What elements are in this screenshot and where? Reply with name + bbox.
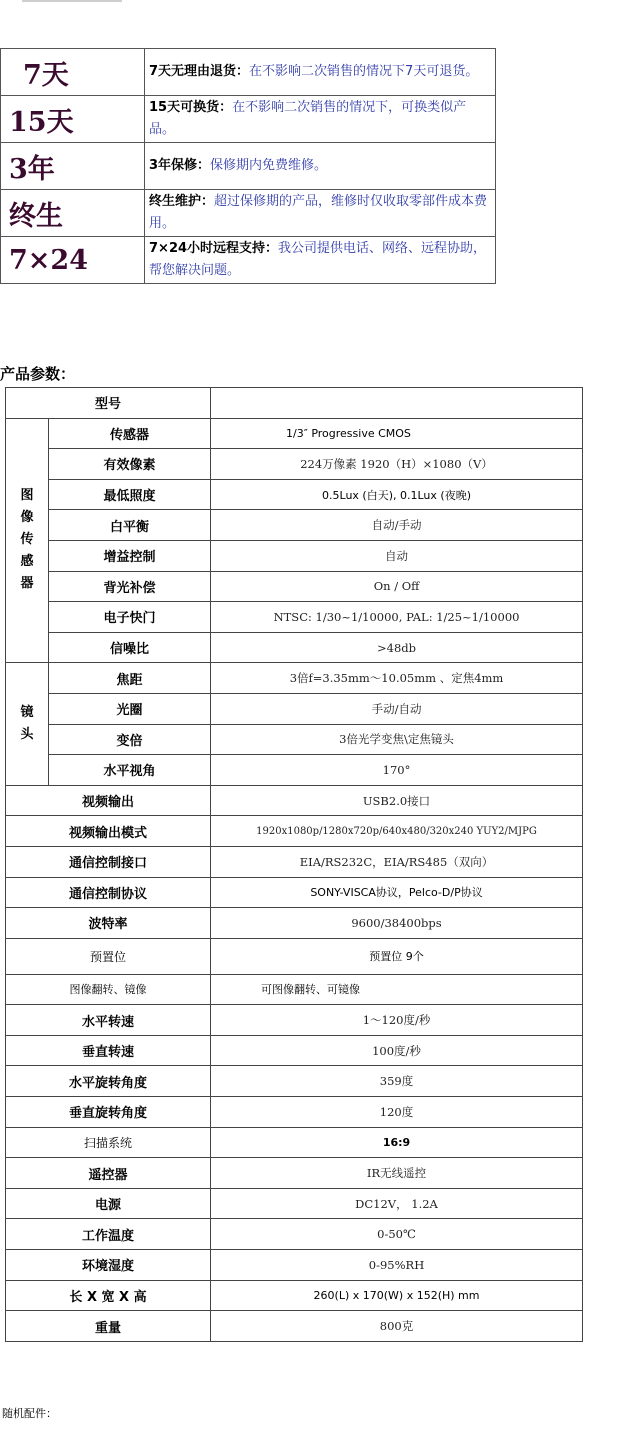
param-value: On / Off: [211, 571, 583, 602]
service-title: 3年保修：: [149, 158, 211, 173]
service-row: [1, 237, 496, 284]
param-label: 遥控器: [6, 1158, 211, 1189]
group-label: 镜 头: [20, 705, 34, 743]
service-title: 7天无理由退货：: [149, 64, 250, 79]
param-label: 水平视角: [49, 755, 211, 786]
param-value: 1/3″ Progressive CMOS: [211, 418, 583, 449]
param-row: [6, 908, 583, 939]
service-row: [1, 49, 496, 96]
param-row: [6, 1280, 583, 1311]
param-row: [6, 974, 583, 1005]
param-label: 型号: [6, 388, 211, 419]
param-row: [6, 1035, 583, 1066]
param-value: 手动/自动: [211, 693, 583, 724]
service-badge: 15天: [1, 96, 145, 143]
param-value: 自动/手动: [211, 510, 583, 541]
param-value: 自动: [211, 540, 583, 571]
param-label: 电子快门: [49, 602, 211, 633]
param-row: [6, 418, 583, 449]
service-description: [145, 190, 496, 237]
service-description: [145, 237, 496, 284]
param-row: [6, 1066, 583, 1097]
group-image-sensor: [6, 418, 49, 663]
param-value: 3倍光学变焦\定焦镜头: [211, 724, 583, 755]
param-value: DC12V， 1.2A: [211, 1188, 583, 1219]
param-row: [6, 602, 583, 633]
param-value: 100度/秒: [211, 1035, 583, 1066]
param-row: [6, 449, 583, 480]
service-text: 我公司提供电话、网络、远程协助，帮您解决问题。: [149, 241, 487, 278]
param-row: [6, 877, 583, 908]
param-label: 垂直旋转角度: [6, 1097, 211, 1128]
param-row: [6, 1219, 583, 1250]
param-row: [6, 1097, 583, 1128]
param-value: 9600/38400bps: [211, 908, 583, 939]
param-label: 水平转速: [6, 1005, 211, 1036]
param-row: [6, 510, 583, 541]
param-label: 通信控制协议: [6, 877, 211, 908]
param-value: 260(L) x 170(W) x 152(H) mm: [211, 1280, 583, 1311]
param-label: 视频输出模式: [6, 816, 211, 847]
service-description: [145, 49, 496, 96]
service-title: 终生维护：: [149, 194, 215, 209]
service-text: 保修期内免费维修。: [210, 158, 328, 173]
param-value: 0-50℃: [211, 1219, 583, 1250]
param-value: 224万像素 1920（H）×1080（V）: [211, 449, 583, 480]
service-guarantee-table: [0, 48, 496, 284]
param-value: >48db: [211, 632, 583, 663]
param-label: 传感器: [49, 418, 211, 449]
accessories-label: 随机配件：: [2, 1407, 57, 1420]
param-value: USB2.0接口: [211, 785, 583, 816]
param-value: 359度: [211, 1066, 583, 1097]
param-value: 可图像翻转、可镜像: [211, 974, 583, 1005]
param-label: 光圈: [49, 693, 211, 724]
param-row: [6, 785, 583, 816]
service-text: 超过保修期的产品，维修时仅收取零部件成本费用。: [149, 194, 488, 231]
param-value: EIA/RS232C，EIA/RS485（双向）: [211, 846, 583, 877]
param-row: [6, 663, 583, 694]
param-label: 白平衡: [49, 510, 211, 541]
param-row: [6, 1158, 583, 1189]
service-title: 15天可换货：: [149, 100, 233, 115]
param-row: [6, 724, 583, 755]
param-row: [6, 1250, 583, 1281]
param-value: 170°: [211, 755, 583, 786]
param-label: 重量: [6, 1311, 211, 1342]
param-row: [6, 693, 583, 724]
param-row: [6, 938, 583, 974]
param-label: 长 X 宽 X 高: [6, 1280, 211, 1311]
param-label: 水平旋转角度: [6, 1066, 211, 1097]
param-label: 最低照度: [49, 479, 211, 510]
param-row: [6, 755, 583, 786]
param-label: 视频输出: [6, 785, 211, 816]
service-description: [145, 96, 496, 143]
param-label: 扫描系统: [6, 1127, 211, 1158]
param-value: [211, 388, 583, 419]
param-label: 变倍: [49, 724, 211, 755]
param-label: 增益控制: [49, 540, 211, 571]
param-value: 3倍f=3.35mm～10.05mm 、定焦4mm: [211, 663, 583, 694]
service-badge: 3年: [1, 143, 145, 190]
param-value: 0.5Lux (白天), 0.1Lux (夜晚): [211, 479, 583, 510]
product-params-table: [5, 387, 583, 1342]
group-lens: [6, 663, 49, 785]
service-badge: 7×24: [1, 237, 145, 284]
param-value: 16:9: [211, 1127, 583, 1158]
param-row: [6, 1188, 583, 1219]
param-row: [6, 1127, 583, 1158]
param-label: 工作温度: [6, 1219, 211, 1250]
param-row: [6, 1311, 583, 1342]
param-label: 垂直转速: [6, 1035, 211, 1066]
param-row: [6, 571, 583, 602]
param-value: SONY-VISCA协议，Pelco-D/P协议: [211, 877, 583, 908]
param-row: [6, 1005, 583, 1036]
service-row: [1, 96, 496, 143]
param-value: 800克: [211, 1311, 583, 1342]
service-row: [1, 143, 496, 190]
param-label: 通信控制接口: [6, 846, 211, 877]
param-row: [6, 846, 583, 877]
param-label: 有效像素: [49, 449, 211, 480]
param-value: 1～120度/秒: [211, 1005, 583, 1036]
param-row-model: [6, 388, 583, 419]
param-label: 信噪比: [49, 632, 211, 663]
param-row: [6, 816, 583, 847]
param-label: 背光补偿: [49, 571, 211, 602]
param-label: 焦距: [49, 663, 211, 694]
param-value: IR无线遥控: [211, 1158, 583, 1189]
service-badge: 终生: [1, 190, 145, 237]
group-label: 图 像 传 感 器: [20, 488, 34, 592]
param-row: [6, 479, 583, 510]
service-text: 在不影响二次销售的情况下7天可退货。: [249, 64, 479, 79]
service-text: 在不影响二次销售的情况下，可换类似产品。: [149, 100, 467, 137]
param-value: 1920x1080p/1280x720p/640x480/320x240 YUY2/MJPG: [211, 816, 583, 847]
param-row: [6, 540, 583, 571]
service-badge: 7天: [1, 49, 145, 96]
top-divider: [22, 0, 122, 2]
service-row: [1, 190, 496, 237]
param-label: 预置位: [6, 938, 211, 974]
param-value: 0-95%RH: [211, 1250, 583, 1281]
param-value: NTSC: 1/30~1/10000, PAL: 1/25~1/10000: [211, 602, 583, 633]
param-label: 环境湿度: [6, 1250, 211, 1281]
param-label: 电源: [6, 1188, 211, 1219]
param-value: 预置位 9个: [211, 938, 583, 974]
service-title: 7×24小时远程支持：: [149, 241, 279, 256]
params-section-title: 产品参数：: [0, 365, 76, 383]
param-value: 120度: [211, 1097, 583, 1128]
service-description: [145, 143, 496, 190]
param-label: 图像翻转、镜像: [6, 974, 211, 1005]
param-label: 波特率: [6, 908, 211, 939]
param-row: [6, 632, 583, 663]
